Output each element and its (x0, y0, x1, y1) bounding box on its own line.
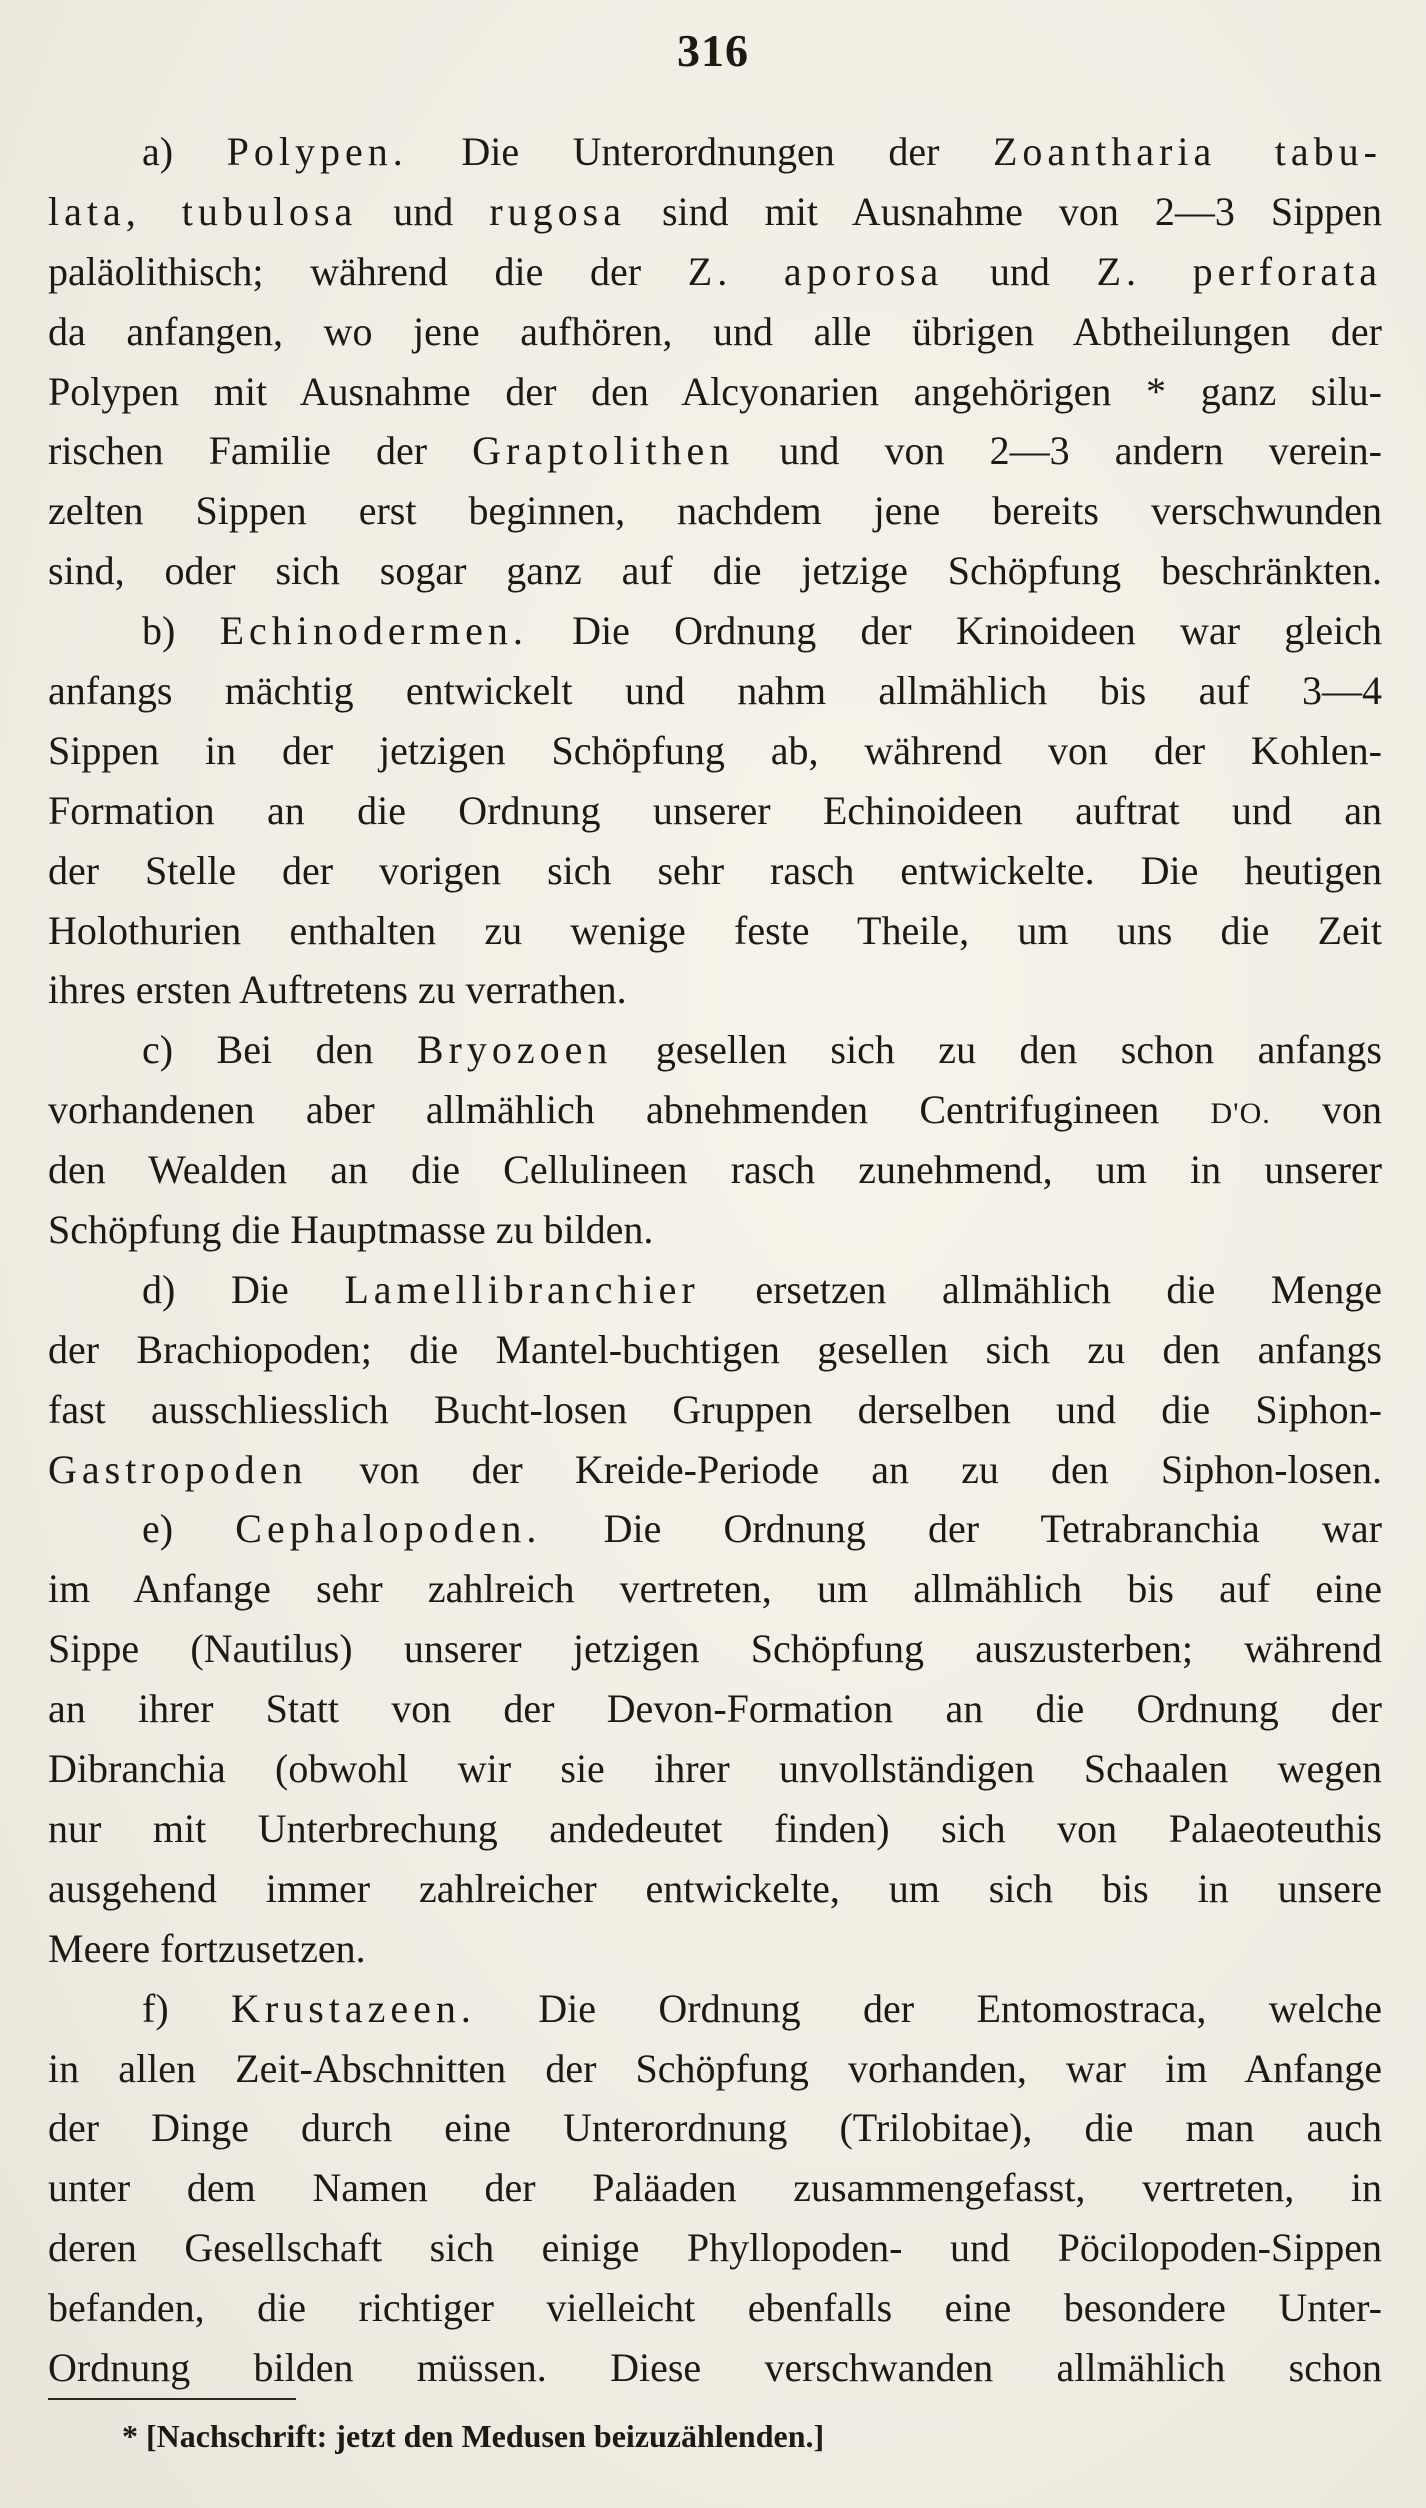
text-line (48, 2338, 1382, 2398)
footnote-rule (48, 2398, 296, 2400)
text-line (48, 2039, 1382, 2099)
text-segment: b) (142, 608, 220, 654)
text-line (48, 2218, 1382, 2278)
spaced-term: Graptolithen (472, 428, 735, 474)
text-line (48, 1320, 1382, 1380)
text-line (48, 1140, 1382, 1200)
text-line (48, 2278, 1382, 2338)
text-line (48, 781, 1382, 841)
spaced-term: Krustazeen. (231, 1985, 476, 2031)
spaced-term: Gastropoden (48, 1446, 308, 1492)
text-segment: Sippen in der jetzigen Schöpfung ab, während von der Kohlen- (48, 727, 1382, 773)
text-line (48, 901, 1382, 961)
text-segment: und (943, 248, 1097, 294)
text-segment: von der Kreide-Periode an zu den Siphon-losen. (307, 1446, 1382, 1492)
text-line (48, 1499, 1382, 1559)
text-segment: Meere fortzusetzen. (48, 1925, 366, 1971)
text-line (48, 362, 1382, 422)
text-segment: Holothurien enthalten zu wenige feste Theile, um uns die Zeit (48, 907, 1382, 953)
text-segment: den Wealden an die Cellulineen rasch zunehmend, um in unserer (48, 1147, 1382, 1193)
text-segment: paläolithisch; während die der (48, 248, 688, 294)
text-segment: a) (142, 129, 227, 174)
text-segment: D'O. (1210, 1097, 1271, 1131)
text-segment: gesellen sich zu den schon anfangs (612, 1027, 1382, 1073)
text-segment: im Anfange sehr zahlreich vertreten, um allmählich bis auf eine (48, 1566, 1382, 1612)
text-segment: Sippe (Nautilus) unserer jetzigen Schöpfung auszusterben; während (48, 1626, 1382, 1672)
text-segment: e) (142, 1506, 236, 1552)
text-line (48, 841, 1382, 901)
spaced-term: Zoantharia tabu- (993, 129, 1382, 174)
text-line (48, 1979, 1382, 2039)
text-segment: der Stelle der vorigen sich sehr rasch entwickelte. Die heutigen (48, 847, 1382, 893)
text-segment: ausgehend immer zahlreicher entwickelte, um sich bis in unsere (48, 1865, 1382, 1911)
page-number: 316 (677, 25, 749, 76)
text-segment: unter dem Namen der Paläaden zusammengefasst, vertreten, in (48, 2165, 1382, 2211)
text-line (48, 182, 1382, 242)
spaced-term: Bryozoen (416, 1027, 613, 1073)
text-segment: Die Ordnung der Entomostraca, welche (475, 1985, 1382, 2031)
text-segment: von (1270, 1087, 1382, 1133)
text-segment: sind, oder sich sogar ganz auf die jetzige Schöpfung beschränkten. (48, 548, 1382, 594)
text-segment: Die Ordnung der Tetrabranchia war (541, 1506, 1382, 1552)
text-segment: Ordnung bilden müssen. Diese verschwanden allmählich schon (48, 2344, 1382, 2390)
text-segment: Formation an die Ordnung unserer Echinoideen auftrat und an (48, 787, 1382, 833)
text-line (48, 1739, 1382, 1799)
text-segment: da anfangen, wo jene aufhören, und alle übrigen Abtheilungen der (48, 308, 1382, 354)
spaced-term: Z. aporosa (687, 248, 944, 294)
text-segment: nur mit Unterbrechung andedeutet finden) sich von Palaeoteuthis (48, 1805, 1382, 1851)
spaced-term: lata, tubulosa (48, 188, 358, 234)
text-line (48, 1080, 1382, 1140)
text-line (48, 1859, 1382, 1919)
text-segment: der Dinge durch eine Unterordnung (Trilobitae), die man auch (48, 2105, 1382, 2151)
text-segment: zelten Sippen erst beginnen, nachdem jene bereits verschwunden (48, 488, 1382, 534)
text-segment: d) Die (142, 1266, 345, 1312)
text-line (48, 960, 1382, 1020)
text-line (48, 661, 1382, 721)
footnote: * [Nachschrift: jetzt den Medusen beizuzählenden.] (122, 2418, 825, 2454)
text-line (48, 1020, 1382, 1080)
text-line (48, 1919, 1382, 1979)
text-segment: und (357, 188, 490, 234)
text-line (48, 302, 1382, 362)
text-line (48, 541, 1382, 601)
text-line (48, 2158, 1382, 2218)
text-line (48, 2098, 1382, 2158)
spaced-term: Cephalopoden. (235, 1506, 542, 1552)
text-segment: Polypen mit Ausnahme der den Alcyonarien angehörigen * ganz silu- (48, 368, 1382, 414)
text-segment: befanden, die richtiger vielleicht ebenfalls eine besondere Unter- (48, 2285, 1382, 2331)
spaced-term: Echinodermen. (219, 608, 528, 654)
text-line (48, 481, 1382, 541)
text-segment: ersetzen allmählich die Menge (699, 1266, 1382, 1312)
text-segment: anfangs mächtig entwickelt und nahm allmählich bis auf 3—4 (48, 668, 1382, 714)
spaced-term: Z. perforata (1096, 248, 1382, 294)
text-line (48, 1559, 1382, 1619)
text-segment: und von 2—3 andern verein- (734, 428, 1382, 474)
text-segment: Dibranchia (obwohl wir sie ihrer unvollständigen Schaalen wegen (48, 1746, 1382, 1792)
text-segment: Die Unterordnungen der (407, 129, 993, 174)
text-line (48, 1679, 1382, 1739)
text-line (48, 122, 1382, 182)
text-segment: ihres ersten Auftretens zu verrathen. (48, 967, 627, 1013)
text-line (48, 1799, 1382, 1859)
text-segment: an ihrer Statt von der Devon-Formation an die Ordnung der (48, 1686, 1382, 1732)
text-segment: deren Gesellschaft sich einige Phyllopoden- und Pöcilopoden-Sippen (48, 2225, 1382, 2271)
text-line (48, 1380, 1382, 1440)
text-segment: c) Bei den (142, 1027, 417, 1073)
text-segment: vorhandenen aber allmählich abnehmenden Centrifugineen (48, 1087, 1211, 1133)
text-segment: der Brachiopoden; die Mantel-buchtigen gesellen sich zu den anfangs (48, 1326, 1382, 1372)
text-line (48, 242, 1382, 302)
text-line (48, 1440, 1382, 1500)
spaced-term: Lamellibranchier (344, 1266, 700, 1312)
text-segment: rischen Familie der (48, 428, 473, 474)
text-line (48, 601, 1382, 661)
text-line (48, 1200, 1382, 1260)
spaced-term: rugosa (489, 188, 626, 234)
text-segment: in allen Zeit-Abschnitten der Schöpfung vorhanden, war im Anfange (48, 2045, 1382, 2091)
text-segment: fast ausschliesslich Bucht-losen Gruppen derselben und die Siphon- (48, 1386, 1382, 1432)
text-line (48, 1260, 1382, 1320)
text-line (48, 1619, 1382, 1679)
body-text (48, 122, 1382, 2398)
text-line (48, 421, 1382, 481)
text-segment: sind mit Ausnahme von 2—3 Sippen (625, 188, 1382, 234)
text-segment: f) (142, 1985, 232, 2031)
spaced-term: Polypen. (226, 129, 408, 174)
text-segment: Schöpfung die Hauptmasse zu bilden. (48, 1207, 654, 1253)
text-line (48, 721, 1382, 781)
text-segment: Die Ordnung der Krinoideen war gleich (527, 608, 1382, 654)
